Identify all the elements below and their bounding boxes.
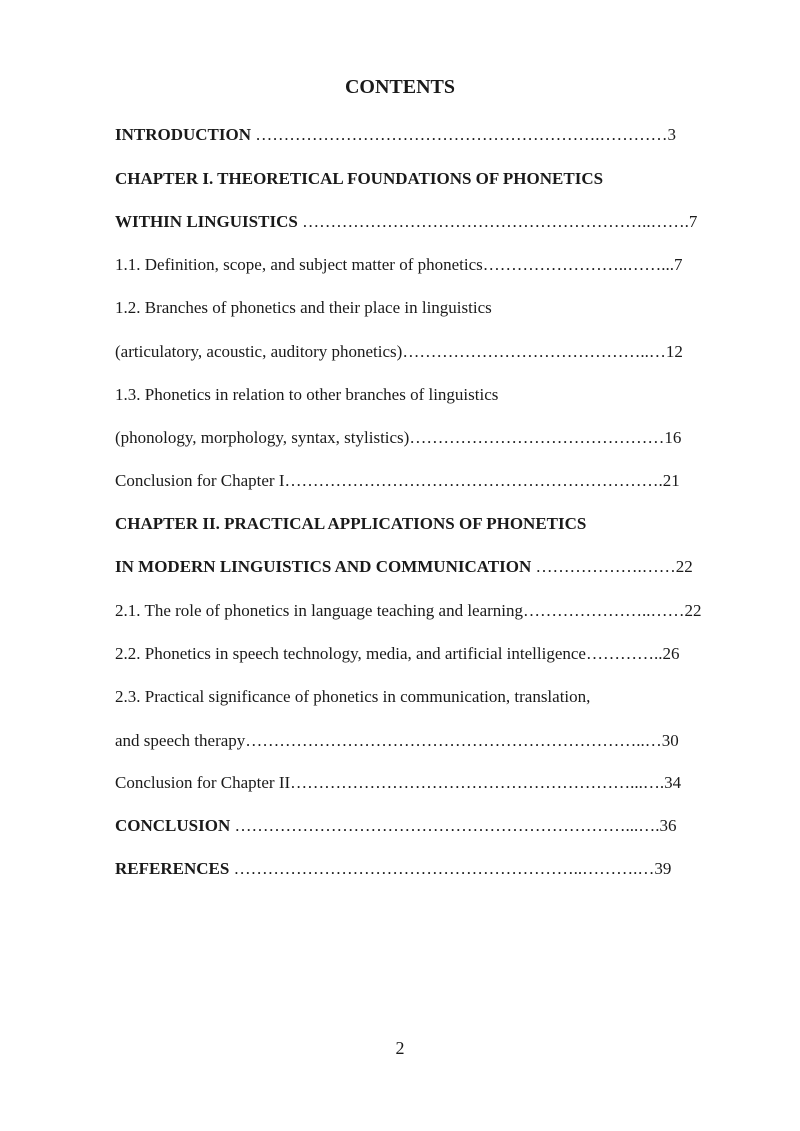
- toc-entry-conclusion-chapter-1: [115, 469, 742, 493]
- toc-entry-leader: …………………..……22: [523, 601, 702, 620]
- toc-entry-2-3-line-1: [115, 685, 742, 709]
- toc-entry-text: 1.1. Definition, scope, and subject matter of phonetics: [115, 255, 483, 274]
- toc-entry-text: CONCLUSION: [115, 816, 231, 835]
- toc-entry-leader: ………………………………………………………….21: [284, 471, 680, 490]
- toc-entry-conclusion: [115, 814, 742, 838]
- toc-entry-1-3-line-1: [115, 383, 742, 407]
- toc-entry-leader: ……………………………………..…12: [402, 342, 683, 361]
- toc-entry-leader: ……………………………………………………………..…30: [245, 731, 679, 750]
- toc-entry-chapter-1-line-1: [115, 167, 742, 191]
- toc-entry-text: CHAPTER II. PRACTICAL APPLICATIONS OF PHONETICS: [115, 514, 587, 533]
- toc-entry-chapter-1-line-2: [115, 210, 742, 234]
- toc-entry-text: 1.3. Phonetics in relation to other branches of linguistics: [115, 385, 499, 404]
- toc-entry-text: IN MODERN LINGUISTICS AND COMMUNICATION: [115, 557, 532, 576]
- toc-entry-text: and speech therapy: [115, 731, 246, 750]
- toc-entry-text: 2.1. The role of phonetics in language teaching and learning: [115, 601, 524, 620]
- toc-entry-leader: ……………………………………………………...….34: [290, 773, 682, 792]
- toc-entry-conclusion-chapter-2: [115, 771, 742, 795]
- toc-entry-text: 2.2. Phonetics in speech technology, media, and artificial intelligence: [115, 644, 586, 663]
- toc-entry-1-2-line-2: [115, 340, 742, 364]
- toc-entry-text: Conclusion for Chapter II: [115, 773, 291, 792]
- toc-entry-text: INTRODUCTION: [115, 125, 252, 144]
- toc-entry-2-3-line-2: [115, 729, 742, 753]
- toc-entry-2-1: [115, 599, 742, 623]
- page-number: 2: [395, 1038, 405, 1058]
- toc-entry-1-3-line-2: [115, 426, 742, 450]
- toc-entry-leader: ……………………………………………………………...….36: [230, 816, 677, 835]
- toc-entry-text: (articulatory, acoustic, auditory phonetics): [115, 342, 403, 361]
- toc-entry-introduction: [115, 123, 742, 147]
- toc-entry-leader: ……………………………………………………..……….…39: [229, 859, 672, 878]
- toc-entry-2-2: [115, 642, 742, 666]
- toc-entry-leader: ……………….……22: [531, 557, 693, 576]
- toc-entry-text: REFERENCES: [115, 859, 230, 878]
- toc-entry-leader: ……………………………………………………..…….7: [297, 212, 698, 231]
- toc-entry-leader: ……………………..……...7: [482, 255, 683, 274]
- toc-entry-1-2-line-1: [115, 296, 742, 320]
- toc-entry-text: 1.2. Branches of phonetics and their place in linguistics: [115, 298, 492, 317]
- toc-entry-1-1: [115, 253, 742, 277]
- toc-entry-references: [115, 857, 742, 881]
- toc-entry-text: Conclusion for Chapter I: [115, 471, 285, 490]
- toc-entry-text: WITHIN LINGUISTICS: [115, 212, 298, 231]
- toc-entry-text: (phonology, morphology, syntax, stylistics): [115, 428, 410, 447]
- toc-entry-leader: ………………………………………16: [409, 428, 682, 447]
- toc-entry-chapter-2-line-2: [115, 555, 742, 579]
- toc-entry-text: 2.3. Practical significance of phonetics in communication, translation,: [115, 687, 591, 706]
- toc-entry-text: CHAPTER I. THEORETICAL FOUNDATIONS OF PHONETICS: [115, 169, 604, 188]
- toc-entry-chapter-2-line-1: [115, 512, 742, 536]
- toc-entry-leader: …………………………………………………….…………3: [251, 125, 677, 144]
- page-title: CONTENTS: [344, 76, 456, 98]
- toc-entry-leader: …………..26: [585, 644, 680, 663]
